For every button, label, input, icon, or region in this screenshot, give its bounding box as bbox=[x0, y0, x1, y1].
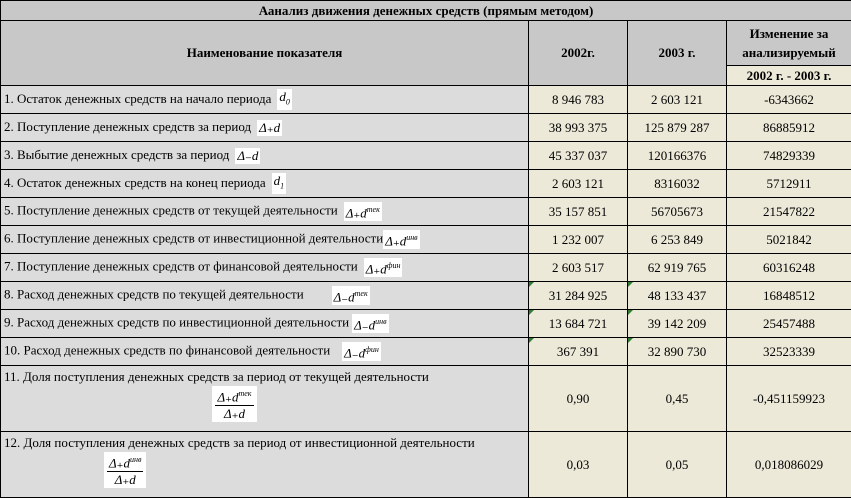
header-name: Наименование показателя bbox=[1, 21, 529, 86]
value-2002: 45 337 037 bbox=[529, 142, 628, 170]
header-change: Изменение за анализируемый bbox=[727, 21, 851, 66]
value-change: 16848512 bbox=[727, 282, 851, 310]
header-2002: 2002г. bbox=[529, 21, 628, 86]
value-2003: 8316032 bbox=[628, 170, 727, 198]
value-change: 21547822 bbox=[727, 198, 851, 226]
value-2002: 2 603 517 bbox=[529, 254, 628, 282]
row-label: 8. Расход денежных средств по текущей деятельности $\Delta_-d^{тек}$ bbox=[1, 282, 529, 310]
row-label bbox=[1, 366, 529, 432]
row-label: 9. Расход денежных средств по инвестиционной деятельности $\Delta_-d^{инв}$ bbox=[1, 310, 529, 338]
formula: $\Delta_+d^{фин}$ bbox=[364, 258, 403, 277]
header-2003: 2003 г. bbox=[628, 21, 727, 86]
value-change: 5021842 bbox=[727, 226, 851, 254]
value-2003: 0,45 bbox=[628, 366, 727, 432]
value-2003: 56705673 bbox=[628, 198, 727, 226]
value-change: 25457488 bbox=[727, 310, 851, 338]
value-2002: 31 284 925 bbox=[529, 282, 628, 310]
row-label-text: 11. Доля поступления денежных средств за период от текущей деятельности bbox=[4, 366, 525, 386]
value-2003: 48 133 437 bbox=[628, 282, 727, 310]
formula: $d_1$ bbox=[272, 173, 287, 195]
value-2002: 1 232 007 bbox=[529, 226, 628, 254]
formula: $\Delta_-d^{инв}$ bbox=[352, 314, 388, 333]
row-label: 7. Поступление денежных средств от финансовой деятельности $\Delta_+d^{фин}$ bbox=[1, 254, 529, 282]
value-change: -0,451159923 bbox=[727, 366, 851, 432]
value-2002: 0,90 bbox=[529, 366, 628, 432]
value-change: 86885912 bbox=[727, 114, 851, 142]
formula: $\Delta_-d^{тек}$ bbox=[332, 286, 370, 305]
value-2003: 125 879 287 bbox=[628, 114, 727, 142]
value-2003: 2 603 121 bbox=[628, 86, 727, 114]
value-2002: 38 993 375 bbox=[529, 114, 628, 142]
value-change: 32523339 bbox=[727, 338, 851, 366]
value-2002: 2 603 121 bbox=[529, 170, 628, 198]
value-change: -6343662 bbox=[727, 86, 851, 114]
value-2003: 32 890 730 bbox=[628, 338, 727, 366]
row-label: 2. Поступление денежных средств за период Δ₊d bbox=[1, 114, 529, 142]
row-label: 3. Выбытие денежных средств за период Δ₋d bbox=[1, 142, 529, 170]
formula: $d_0$ bbox=[277, 89, 292, 111]
formula: $\Delta_+d^{инв}$ bbox=[383, 230, 419, 249]
value-2003: 120166376 bbox=[628, 142, 727, 170]
row-label: 1. Остаток денежных средств на начало периода $d_0$ bbox=[1, 86, 529, 114]
row-label: 4. Остаток денежных средств на конец периода $d_1$ bbox=[1, 170, 529, 198]
fraction-formula: $\frac{\Delta_+d^{инв}}{\Delta_+d}$ bbox=[4, 452, 525, 488]
value-2002: 367 391 bbox=[529, 338, 628, 366]
value-change: 5712911 bbox=[727, 170, 851, 198]
value-change: 0,018086029 bbox=[727, 432, 851, 498]
row-label: 10. Расход денежных средств по финансовой деятельности $\Delta_-d^{фин}$ bbox=[1, 338, 529, 366]
header-change-period: 2002 г. - 2003 г. bbox=[727, 66, 851, 86]
row-label-text: 12. Доля поступления денежных средств за период от инвестиционной деятельности bbox=[4, 432, 525, 452]
value-2002: 8 946 783 bbox=[529, 86, 628, 114]
value-2002: 0,03 bbox=[529, 432, 628, 498]
value-2003: 39 142 209 bbox=[628, 310, 727, 338]
formula: $\Delta_+d^{тек}$ bbox=[344, 202, 382, 221]
table-title: Аанализ движения денежных средств (прямым методом) bbox=[1, 1, 851, 21]
value-change: 74829339 bbox=[727, 142, 851, 170]
row-label: 6. Поступление денежных средств от инвестиционной деятельности $\Delta_+d^{инв}$ bbox=[1, 226, 529, 254]
formula: $\Delta_-d^{фин}$ bbox=[342, 342, 381, 361]
row-label bbox=[1, 432, 529, 498]
fraction-formula: $\frac{\Delta_+d^{тек}}{\Delta_+d}$ bbox=[4, 386, 525, 422]
value-2002: 13 684 721 bbox=[529, 310, 628, 338]
value-2003: 0,05 bbox=[628, 432, 727, 498]
formula: Δ₊d bbox=[257, 120, 282, 136]
formula: Δ₋d bbox=[235, 148, 260, 164]
value-change: 60316248 bbox=[727, 254, 851, 282]
row-label: 5. Поступление денежных средств от текущей деятельности $\Delta_+d^{тек}$ bbox=[1, 198, 529, 226]
value-2003: 6 253 849 bbox=[628, 226, 727, 254]
value-2003: 62 919 765 bbox=[628, 254, 727, 282]
value-2002: 35 157 851 bbox=[529, 198, 628, 226]
